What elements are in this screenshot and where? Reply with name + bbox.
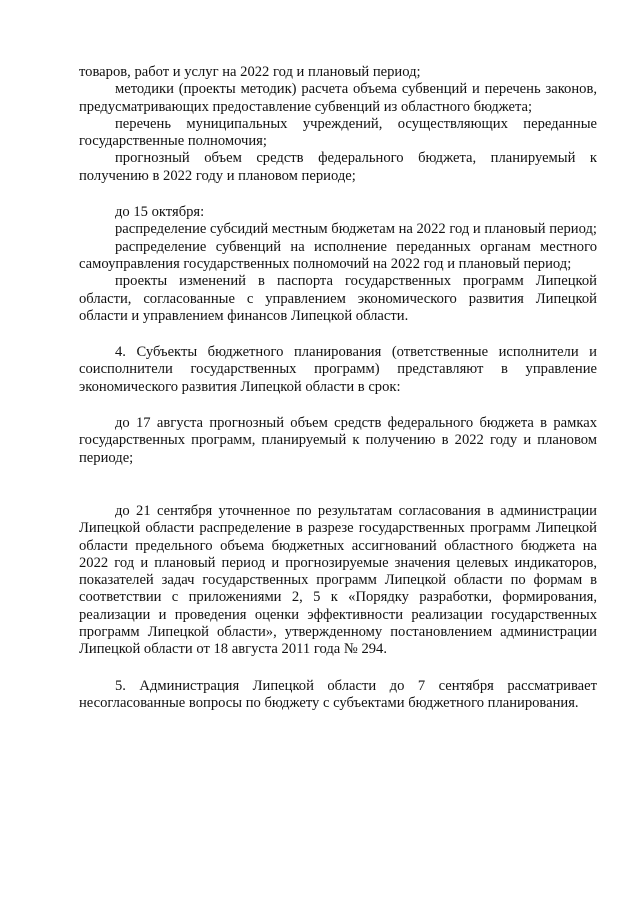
paragraph-4: прогнозный объем средств федерального бюджета, планируемый к получению в 2022 году и плановом периоде; [79,150,597,184]
spacer [79,659,597,678]
paragraph-6: распределение субсидий местным бюджетам на 2022 год и плановый период; [115,221,597,238]
paragraph-3: перечень муниципальных учреждений, осуществляющих переданные государственные полномочия; [79,115,597,150]
spacer [79,325,597,344]
paragraph-2: методики (проекты методик) расчета объема субвенций и перечень законов, предусматривающих предоставление субвенций из областного бюджета; [79,81,597,115]
spacer [79,467,597,503]
paragraph-10: до 17 августа прогнозный объем средств федерального бюджета в рамках государственных программ, планируемый к получению в 2022 году и плановом периоде; [79,415,597,466]
paragraph-9: 4. Субъекты бюджетного планирования (ответственные исполнители и соисполнители государственных программ) представляют в управление экономического развития Липецкой области в срок: [79,344,597,395]
spacer [79,396,597,415]
paragraph-11: до 21 сентября уточненное по результатам согласования в администрации Липецкой области распределение в разрезе государственных программ Липецкой области предельного объема бюджетных ассигнований областного бюджета на 2022 год и плановый период и прогнозируемые значения целевых индикаторов, показателей задач государственных программ Липецкой области по формам в соответствии с приложениями 2, 5 к «Порядку разработки, формирования, реализации и проведения оценки эффективности реализации государственных программ Липецкой области», утвержденному постановлением администрации Липецкой области от 18 августа 2011 года № 294. [79,502,597,658]
paragraph-1: товаров, работ и услуг на 2022 год и плановый период; [79,64,421,80]
paragraph-8: проекты изменений в паспорта государственных программ Липецкой области, согласованные с управлением экономического развития Липецкой области и управлением финансов Липецкой области. [79,273,597,324]
paragraph-7: распределение субвенций на исполнение переданных органам местного самоуправления государственных полномочий на 2022 год и плановый период; [79,238,597,272]
spacer [79,185,597,204]
paragraph-5: до 15 октября: [115,204,205,221]
document-page [79,64,597,712]
paragraph-12: 5. Администрация Липецкой области до 7 сентября рассматривает несогласованные вопросы по бюджету с субъектами бюджетного планирования. [79,677,597,711]
